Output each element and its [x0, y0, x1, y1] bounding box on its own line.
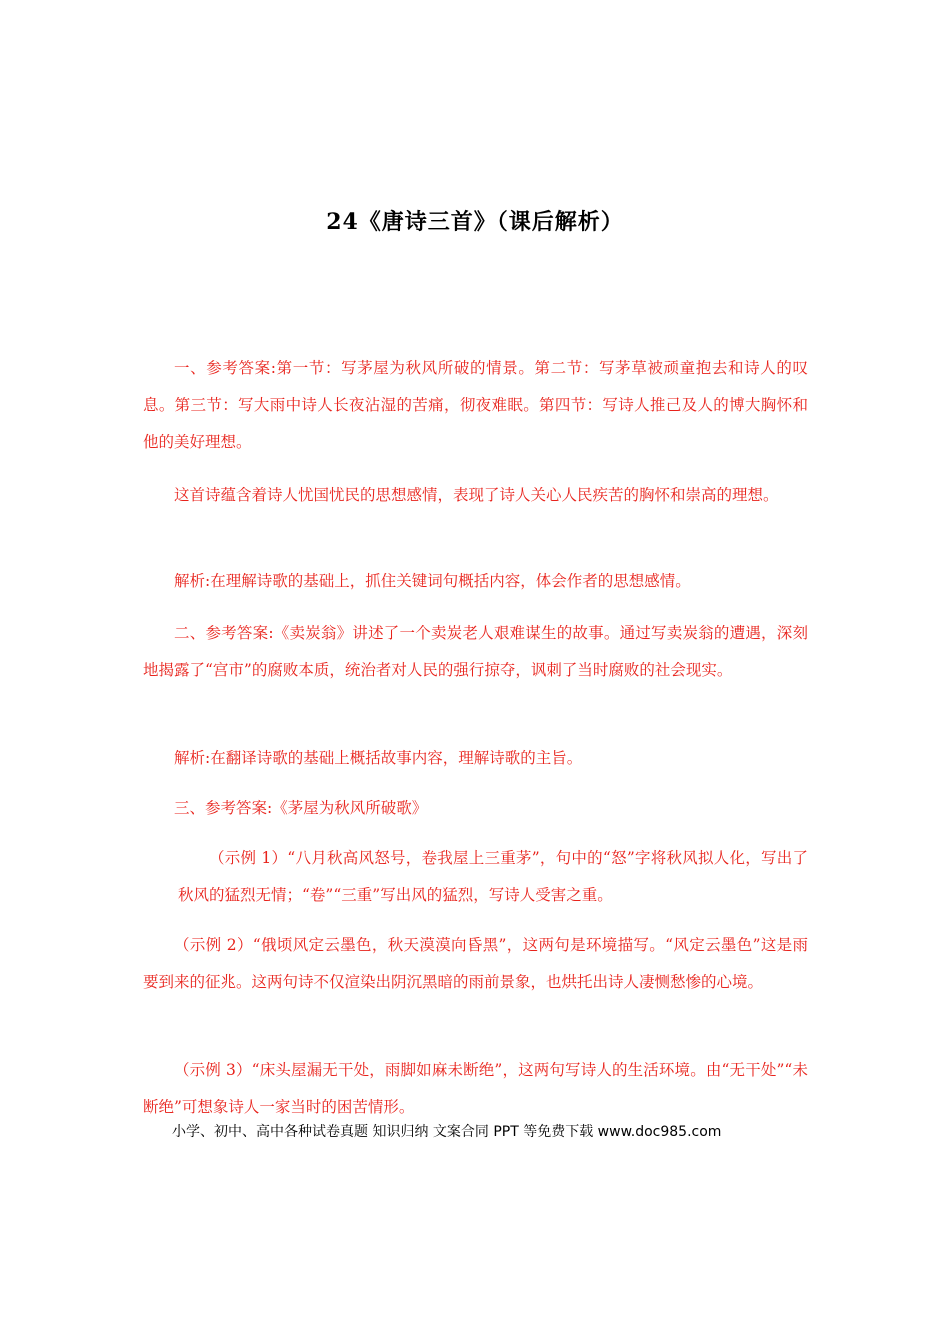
page-footer: 小学、初中、高中各种试卷真题 知识归纳 文案合同 PPT 等免费下载 www.doc985.com: [172, 1124, 722, 1140]
answer-paragraph-2: 这首诗蕴含着诗人忧国忧民的思想感情，表现了诗人关心人民疾苦的胸怀和崇高的理想。: [174, 486, 779, 504]
answer-paragraph-3: 二、参考答案:《卖炭翁》讲述了一个卖炭老人艰难谋生的故事。通过写卖炭翁的遭遇，深刻地揭露了“宫市”的腐败本质，统治者对人民的强行掠夺，讽刺了当时腐败的社会现实。: [143, 624, 808, 679]
analysis-paragraph-2: 解析:在翻译诗歌的基础上概括故事内容，理解诗歌的主旨。: [174, 749, 583, 767]
page-title: 24《唐诗三首》（课后解析）: [326, 209, 624, 235]
answer-paragraph-1: 一、参考答案:第一节：写茅屋为秋风所破的情景。第二节：写茅草被顽童抱去和诗人的叹息。第三节：写大雨中诗人长夜沾湿的苦痛，彻夜难眠。第四节：写诗人推己及人的博大胸怀和他的美好理想。: [143, 359, 808, 451]
answer-paragraph-4: 三、参考答案:《茅屋为秋风所破歌》: [174, 799, 428, 817]
analysis-paragraph-1: 解析:在理解诗歌的基础上，抓住关键词句概括内容，体会作者的思想感情。: [174, 572, 691, 590]
example-paragraph-1: （示例 1）“八月秋高风怒号，卷我屋上三重茅”，句中的“怒”字将秋风拟人化，写出了秋风的猛烈无情；“卷”“三重”写出风的猛烈，写诗人受害之重。: [178, 849, 808, 904]
example-paragraph-3: （示例 3）“床头屋漏无干处，雨脚如麻未断绝”，这两句写诗人的生活环境。由“无干处”“未断绝”可想象诗人一家当时的困苦情形。: [143, 1061, 808, 1116]
example-paragraph-2: （示例 2）“俄顷风定云墨色，秋天漠漠向昏黑”，这两句是环境描写。“风定云墨色”这是雨要到来的征兆。这两句诗不仅渲染出阴沉黑暗的雨前景象，也烘托出诗人凄恻愁惨的心境。: [143, 936, 808, 991]
